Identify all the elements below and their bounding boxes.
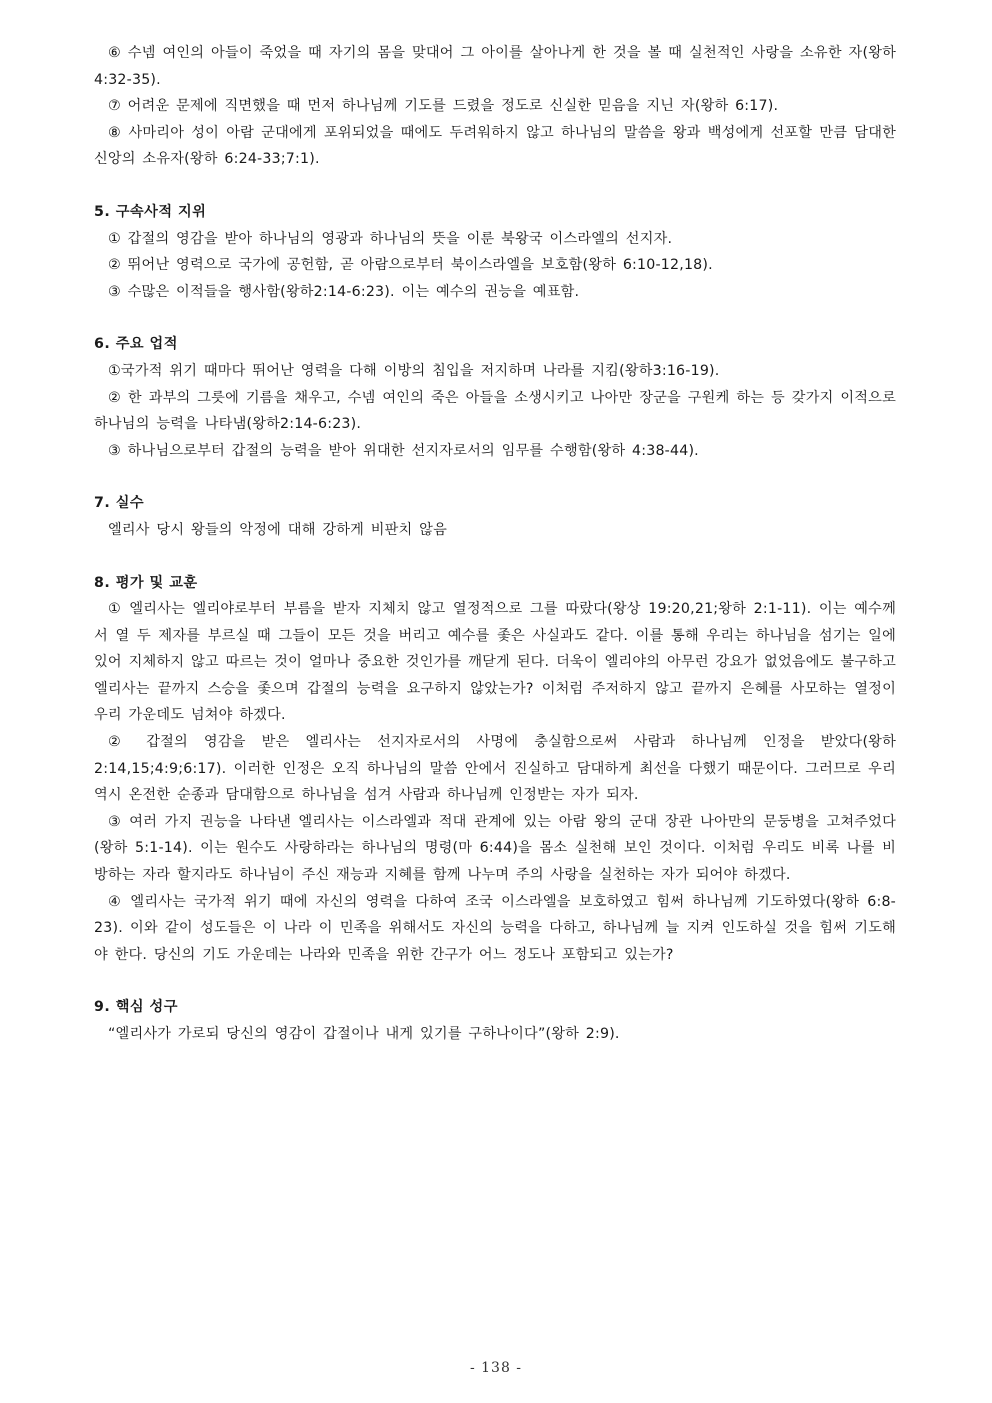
section-item: ③ 수많은 이적들을 행사함(왕하2:14-6:23). 이는 예수의 권능을 예표함. [108, 283, 580, 300]
section-item: ② 한 과부의 그릇에 기름을 채우고, 수넴 여인의 죽은 아들을 소생시키고 나아만 장군을 구원케 하는 등 갖가지 이적으로 하나님의 능력을 나타냄(왕하2:14-6:23). [94, 389, 896, 433]
key-verse: “엘리사가 가로되 당신의 영감이 갑절이나 내게 있기를 구하나이다”(왕하 2:9). [108, 1026, 620, 1042]
section-redemptive-status [94, 199, 896, 305]
section-item: ③ 여러 가지 권능을 나타낸 엘리사는 이스라엘과 적대 관계에 있는 아람 왕의 군대 장관 나아만의 문둥병을 고쳐주었다(왕하 5:1-14). 이는 원수도 사랑하라는 하나님의 명령(마 6:44)을 몸소 실천해 보인 것이다. 이처럼 우리도 비록 나를 비방하는 자라 할지라도 하나님이 주신 재능과 지혜를 함께 나누며 주의 사랑을 실천하는 자가 되어야 하겠다. [94, 813, 896, 884]
section-item: ④ 엘리사는 국가적 위기 때에 자신의 영력을 다하여 조국 이스라엘을 보호하였고 힘써 하나님께 기도하였다(왕하 6:8-23). 이와 같이 성도들은 이 나라 이 민족을 위해서도 자신의 능력을 다하고, 하나님께 늘 지켜 인도하실 것을 힘써 기도해야 한다. 당신의 기도 가운데는 나라와 민족을 위한 간구가 어느 정도나 포함되고 있는가? [94, 893, 896, 963]
intro-list [94, 40, 896, 173]
page-number: - 138 - [469, 1360, 523, 1376]
section-heading: 5. 구속사적 지위 [94, 203, 207, 220]
document-body [94, 40, 896, 1048]
section-item: ② 갑절의 영감을 받은 엘리사는 선지자로서의 사명에 충실함으로써 사람과 하나님께 인정을 받았다(왕하 2:14,15;4:9;6:17). 이러한 인정은 오직 하나님의 말씀 안에서 진실하고 담대하게 최선을 다했기 때문이다. 그러므로 우리 역시 온전한 순종과 담대함으로 하나님을 섬겨 사람과 하나님께 인정받는 자가 되자. [94, 734, 896, 804]
section-item: ①국가적 위기 때마다 뛰어난 영력을 다해 이방의 침입을 저지하며 나라를 지킴(왕하3:16-19). [108, 362, 720, 379]
section-heading: 6. 주요 업적 [94, 336, 178, 353]
intro-item: ⑧ 사마리아 성이 아람 군대에게 포위되었을 때에도 두려워하지 않고 하나님의 말씀을 왕과 백성에게 선포할 만큼 담대한 신앙의 소유자(왕하 6:24-33;7:1). [94, 124, 896, 168]
section-heading: 7. 실수 [94, 495, 145, 512]
section-evaluation-lessons [94, 570, 896, 969]
intro-item: ⑦ 어려운 문제에 직면했을 때 먼저 하나님께 기도를 드렸을 정도로 신실한 믿음을 지닌 자(왕하 6:17). [108, 98, 779, 115]
section-heading: 9. 핵심 성구 [94, 999, 178, 1016]
section-item: ① 갑절의 영감을 받아 하나님의 영광과 하나님의 뜻을 이룬 북왕국 이스라엘의 선지자. [108, 230, 673, 247]
section-item: ② 뛰어난 영력으로 국가에 공헌함, 곧 아람으로부터 북이스라엘을 보호함(왕하 6:10-12,18). [108, 257, 713, 274]
section-item: ① 엘리사는 엘리야로부터 부름을 받자 지체치 않고 열정적으로 그를 따랐다(왕상 19:20,21;왕하 2:1-11). 이는 예수께서 열 두 제자를 부르실 때 그들이 모든 것을 버리고 예수를 좇은 사실과도 같다. 이를 통해 우리는 하나님을 섬기는 일에 있어 지체하지 않고 따르는 것이 얼마나 중요한 것인가를 깨닫게 된다. 더욱이 엘리야의 아무런 강요가 없었음에도 불구하고 엘리사는 끝까지 스승을 좇으며 갑절의 능력을 요구하지 않았는가? 이처럼 주저하지 않고 끝까지 은혜를 사모하는 열정이 우리 가운데도 넘쳐야 하겠다. [94, 601, 896, 724]
section-key-verse [94, 994, 896, 1047]
intro-item: ⑥ 수넴 여인의 아들이 죽었을 때 자기의 몸을 맞대어 그 아이를 살아나게 한 것을 볼 때 실천적인 사랑을 소유한 자(왕하4:32-35). [94, 45, 896, 88]
section-item: ③ 하나님으로부터 갑절의 능력을 받아 위대한 선지자로서의 임무를 수행함(왕하 4:38-44). [108, 442, 699, 459]
section-mistakes [94, 490, 896, 543]
section-heading: 8. 평가 및 교훈 [94, 574, 198, 591]
section-major-achievements [94, 331, 896, 464]
section-item: 엘리사 당시 왕들의 악정에 대해 강하게 비판치 않음 [108, 521, 447, 538]
